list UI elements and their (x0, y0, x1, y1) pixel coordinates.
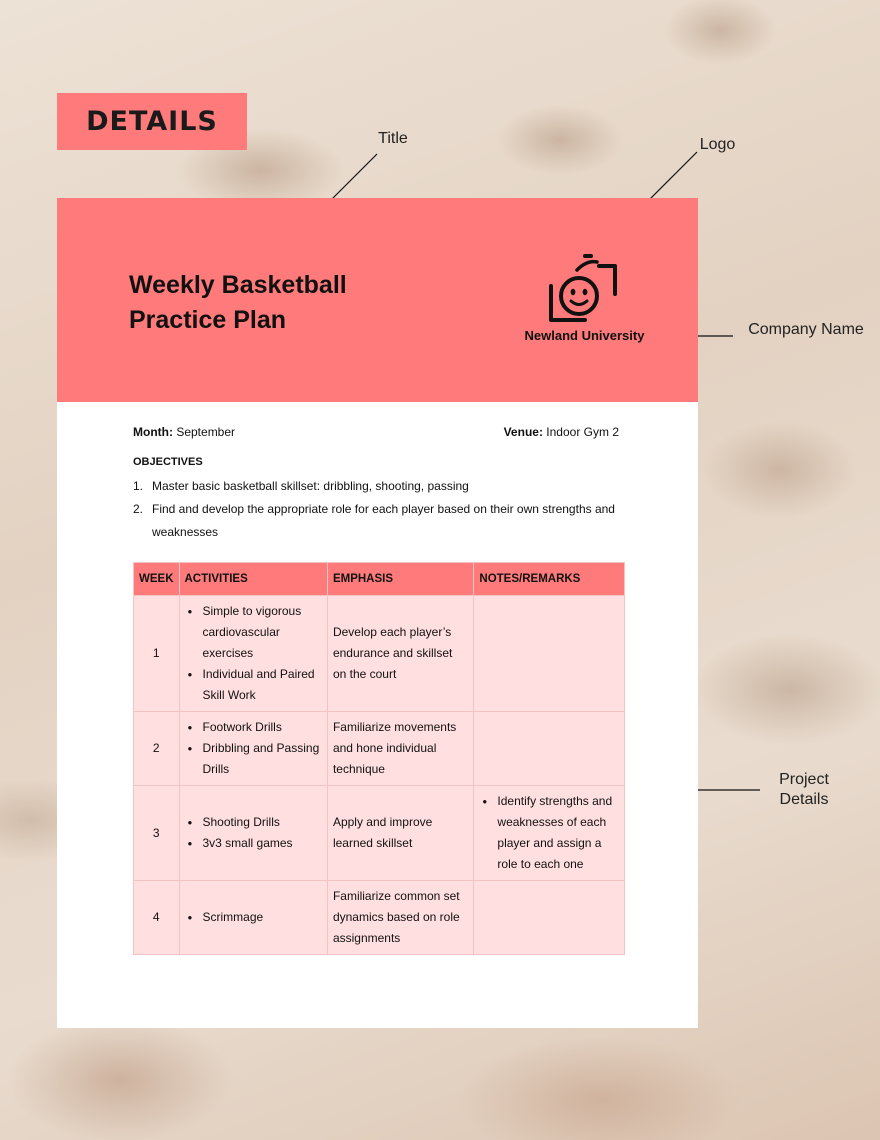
objective-text: Master basic basketball skillset: dribbling, shooting, passing (152, 479, 469, 493)
month-field (133, 425, 235, 439)
emphasis-cell: Familiarize movements and hone individual technique (327, 712, 473, 786)
title-annotation: Title (378, 130, 408, 147)
venue-label: Venue: (503, 425, 543, 439)
table-row (134, 786, 625, 881)
emphasis-cell: Familiarize common set dynamics based on role assignments (327, 881, 473, 955)
header-emphasis: EMPHASIS (327, 563, 473, 596)
document-title (129, 268, 429, 338)
activity-item: ● 3v3 small games (185, 833, 322, 854)
activity-item: ● Simple to vigorous cardiovascular exercises (185, 601, 322, 664)
document-header (57, 198, 698, 402)
month-value: September (176, 425, 236, 439)
table-header-row (134, 563, 625, 596)
objectives-heading: OBJECTIVES (133, 456, 203, 468)
notes-cell (474, 786, 625, 881)
logo-annotation: Logo (699, 136, 736, 153)
company-name-annotation: Company Name (748, 321, 864, 338)
header-activities: ACTIVITIES (179, 563, 327, 596)
activities-cell (179, 596, 327, 712)
document-page (57, 198, 698, 1028)
project-details-annotation (760, 770, 848, 810)
objective-item (133, 498, 623, 544)
notes-cell (474, 712, 625, 786)
week-cell: 2 (134, 712, 180, 786)
notes-cell (474, 596, 625, 712)
details-tag: DETAILS (57, 93, 247, 150)
practice-plan-table (133, 562, 625, 955)
smiley-face (561, 278, 597, 314)
smiley-camera-icon (541, 250, 621, 328)
week-cell: 3 (134, 786, 180, 881)
activity-item: ● Dribbling and Passing Drills (185, 738, 322, 780)
emphasis-cell: Apply and improve learned skillset (327, 786, 473, 881)
activities-cell (179, 881, 327, 955)
project-details-annotation-line2: Details (779, 791, 829, 808)
emphasis-cell: Develop each player’s endurance and skillset on the court (327, 596, 473, 712)
header-week: WEEK (134, 563, 180, 596)
venue-field (504, 425, 619, 439)
table-row (134, 881, 625, 955)
month-label: Month: (133, 425, 173, 439)
activities-cell (179, 712, 327, 786)
company-name: Newland University (524, 328, 645, 343)
objectives-list (133, 475, 623, 544)
document-title-line1: Weekly Basketball (129, 271, 347, 299)
objective-item (133, 475, 623, 498)
table-row (134, 712, 625, 786)
objective-text: Find and develop the appropriate role for each player based on their own strengths and weaknesses (152, 502, 615, 539)
activities-cell (179, 786, 327, 881)
week-cell: 4 (134, 881, 180, 955)
week-cell: 1 (134, 596, 180, 712)
activity-item: ● Individual and Paired Skill Work (185, 664, 322, 706)
objective-number: 2. (133, 502, 144, 516)
header-notes: NOTES/REMARKS (474, 563, 625, 596)
objective-number: 1. (133, 479, 144, 493)
notes-item: ● Identify strengths and weaknesses of each player and assign a role to each one (479, 791, 619, 875)
activity-item: ● Shooting Drills (185, 812, 322, 833)
table-row (134, 596, 625, 712)
activity-item: ● Scrimmage (185, 907, 322, 928)
notes-cell (474, 881, 625, 955)
project-details-annotation-line1: Project (779, 771, 829, 788)
venue-value: Indoor Gym 2 (546, 425, 619, 439)
document-title-line2: Practice Plan (129, 306, 287, 334)
activity-item: ● Footwork Drills (185, 717, 322, 738)
